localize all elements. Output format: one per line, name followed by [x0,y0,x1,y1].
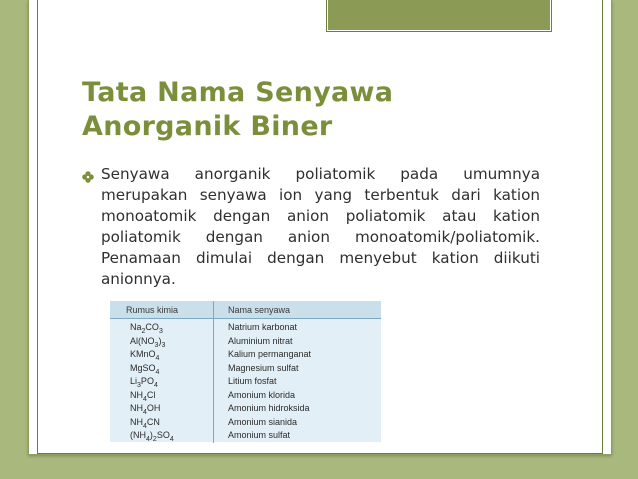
table-header [110,301,381,318]
slide-title [82,76,542,144]
title-line-2: Anorganik Biner [82,111,333,142]
name-cell: Amonium hidroksida [228,403,310,413]
name-cell: Litium fosfat [228,376,277,386]
formula-cell: $(NH_4)_2SO_4$ [130,430,174,443]
name-cell: Amonium sulfat [228,430,291,440]
compound-table [110,301,381,442]
name-cell: Amonium klorida [228,389,296,400]
accent-bar [327,0,551,31]
header-formula: Rumus kimia [110,301,214,318]
formula-cell: $NH_4Cl$ [130,389,156,403]
formula-cell: $Al(NO_3)_3$ [130,335,166,349]
formula-cell: $Na_2CO_3$ [130,322,163,335]
name-cell: Aluminium nitrat [228,335,293,346]
formula-cell: $Li_3PO_4$ [130,376,158,389]
formula-cell: $NH_4CN$ [130,416,160,430]
formula-cell: MgSO$_4$ [130,362,160,376]
name-cell: Kalium permanganat [228,349,312,359]
formula-column [110,318,214,443]
table-body [110,318,381,443]
name-cell: Amonium sianida [228,416,298,427]
header-name: Nama senyawa [228,304,291,315]
four-leaf-bullet-icon [82,171,94,183]
bullet-text: Senyawa anorganik poliatomik pada umumnya merupakan senyawa ion yang terbentuk dari kation monoatomik dengan anion poliatomik atau kation poliatomik dengan anion monoatomik/poliatomik. Penamaan dimulai dengan menyebut kation diikuti anionnya. [101,165,540,288]
title-line-1: Tata Nama Senyawa [82,77,394,108]
formula-cell: KMnO$_4$ [130,349,160,362]
name-cell: Natrium karbonat [228,322,298,332]
header-separator [110,318,381,319]
name-column [214,318,381,443]
formula-cell: $NH_4OH$ [130,403,161,416]
name-cell: Magnesium sulfat [228,362,299,373]
